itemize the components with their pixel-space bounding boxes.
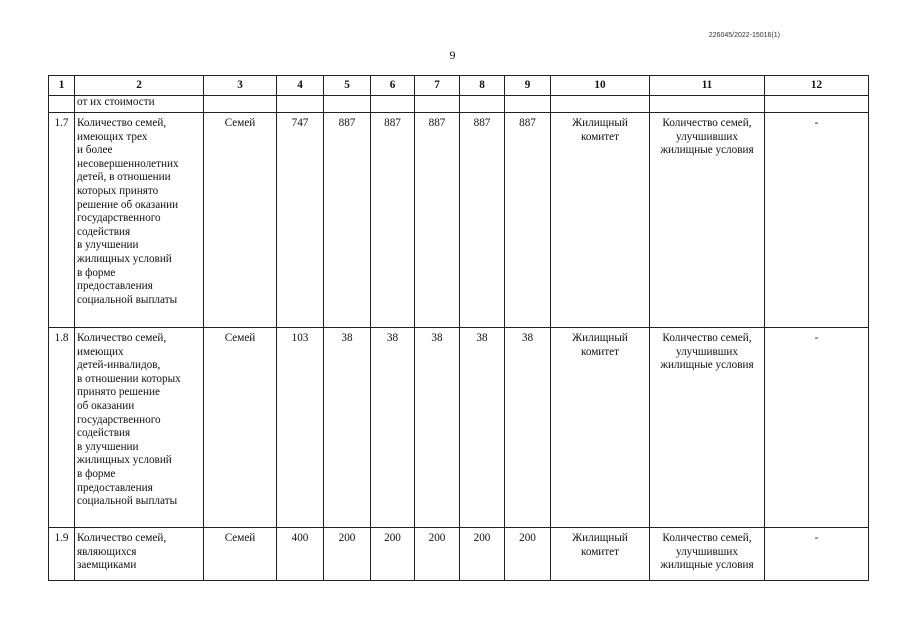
result-indicator-cell — [650, 113, 765, 328]
executor-line: комитет — [580, 130, 620, 143]
value-cell: 747 — [277, 113, 324, 328]
indicator-line: жилищные условия — [660, 144, 754, 157]
value-cell: 887 — [371, 113, 415, 328]
column-header: 7 — [415, 76, 460, 96]
desc-line: содействия — [77, 427, 131, 440]
column-header: 5 — [324, 76, 371, 96]
indicator-line: Количество семей, — [662, 117, 752, 129]
value-cell: 200 — [371, 528, 415, 581]
desc-line: предоставления — [77, 481, 153, 494]
indicator-line: Количество семей, — [662, 332, 752, 344]
desc-line: в форме — [77, 467, 116, 480]
indicator-line: улучшивших — [676, 130, 738, 143]
note-cell: - — [765, 328, 869, 528]
value-cell: 38 — [460, 328, 505, 528]
row-number: 1.9 — [49, 528, 75, 581]
value-cell: 887 — [460, 113, 505, 328]
column-number-header-row — [49, 76, 869, 96]
unit-cell: Семей — [204, 113, 277, 328]
indicator-name — [75, 528, 204, 581]
value-cell: 400 — [277, 528, 324, 581]
desc-line: имеющих трех — [77, 130, 148, 143]
desc-line: содействия — [77, 225, 131, 238]
executor-line: Жилищный — [572, 532, 628, 544]
value-cell: 200 — [505, 528, 551, 581]
table-row — [49, 328, 869, 528]
desc-line: об оказании — [77, 399, 135, 412]
desc-line: жилищных условий — [77, 454, 172, 467]
executor-cell — [551, 328, 650, 528]
table-row — [49, 528, 869, 581]
indicator-line: жилищные условия — [660, 359, 754, 372]
executor-line: комитет — [580, 545, 620, 558]
row-number: 1.7 — [49, 113, 75, 328]
desc-line: имеющих — [77, 345, 124, 358]
desc-line: детей-инвалидов, — [77, 359, 161, 372]
indicator-line: жилищные условия — [660, 559, 754, 572]
desc-line: государственного — [77, 212, 161, 225]
value-cell: 887 — [415, 113, 460, 328]
desc-line: социальной выплаты — [77, 495, 178, 508]
desc-line: государственного — [77, 413, 161, 426]
column-header: 3 — [204, 76, 277, 96]
result-indicator-cell — [650, 528, 765, 581]
desc-line: решение об оказании — [77, 198, 179, 211]
value-cell: 887 — [324, 113, 371, 328]
desc-line: которых принято — [77, 184, 159, 197]
indicator-line: улучшивших — [676, 345, 738, 358]
desc-line: в улучшении — [77, 440, 139, 453]
executor-line: Жилищный — [572, 117, 628, 129]
unit-cell: Семей — [204, 328, 277, 528]
column-header: 8 — [460, 76, 505, 96]
value-cell: 38 — [324, 328, 371, 528]
desc-line: в отношении которых — [77, 372, 181, 385]
program-indicators-table — [48, 75, 869, 581]
desc-line: заемщиками — [77, 559, 137, 572]
desc-line: детей, в отношении — [77, 171, 171, 184]
indicator-line: Количество семей, — [662, 532, 752, 544]
continuation-row — [49, 96, 869, 113]
value-cell: 200 — [324, 528, 371, 581]
desc-line: являющихся — [77, 545, 137, 558]
page-number: 9 — [449, 48, 456, 62]
value-cell: 887 — [505, 113, 551, 328]
desc-line: в улучшении — [77, 239, 139, 252]
desc-line: Количество семей, — [77, 532, 167, 544]
note-cell: - — [765, 113, 869, 328]
executor-cell — [551, 113, 650, 328]
desc-line: в форме — [77, 266, 116, 279]
column-header: 10 — [551, 76, 650, 96]
desc-line: и более — [77, 144, 113, 157]
column-header: 2 — [75, 76, 204, 96]
indicator-name — [75, 328, 204, 528]
column-header: 4 — [277, 76, 324, 96]
column-header: 6 — [371, 76, 415, 96]
note-cell: - — [765, 528, 869, 581]
desc-line: жилищных условий — [77, 252, 172, 265]
unit-cell: Семей — [204, 528, 277, 581]
desc-line: социальной выплаты — [77, 293, 178, 306]
desc-line: несовершеннолетних — [77, 157, 179, 170]
desc-line: принято решение — [77, 386, 160, 399]
value-cell: 38 — [371, 328, 415, 528]
indicator-line: улучшивших — [676, 545, 738, 558]
executor-line: Жилищный — [572, 332, 628, 344]
column-header: 1 — [49, 76, 75, 96]
value-cell: 38 — [505, 328, 551, 528]
result-indicator-cell — [650, 328, 765, 528]
column-header: 9 — [505, 76, 551, 96]
table-row — [49, 113, 869, 328]
value-cell: 200 — [415, 528, 460, 581]
executor-line: комитет — [580, 345, 620, 358]
value-cell: 200 — [460, 528, 505, 581]
desc-line: Количество семей, — [77, 117, 167, 129]
column-header: 12 — [765, 76, 869, 96]
value-cell: 38 — [415, 328, 460, 528]
indicator-name — [75, 113, 204, 328]
continuation-text: от их стоимости — [75, 96, 204, 113]
executor-cell — [551, 528, 650, 581]
desc-line: Количество семей, — [77, 332, 167, 344]
column-header: 11 — [650, 76, 765, 96]
row-number: 1.8 — [49, 328, 75, 528]
desc-line: предоставления — [77, 280, 153, 293]
value-cell: 103 — [277, 328, 324, 528]
document-id: 226045/2022-15016(1) — [708, 32, 780, 39]
